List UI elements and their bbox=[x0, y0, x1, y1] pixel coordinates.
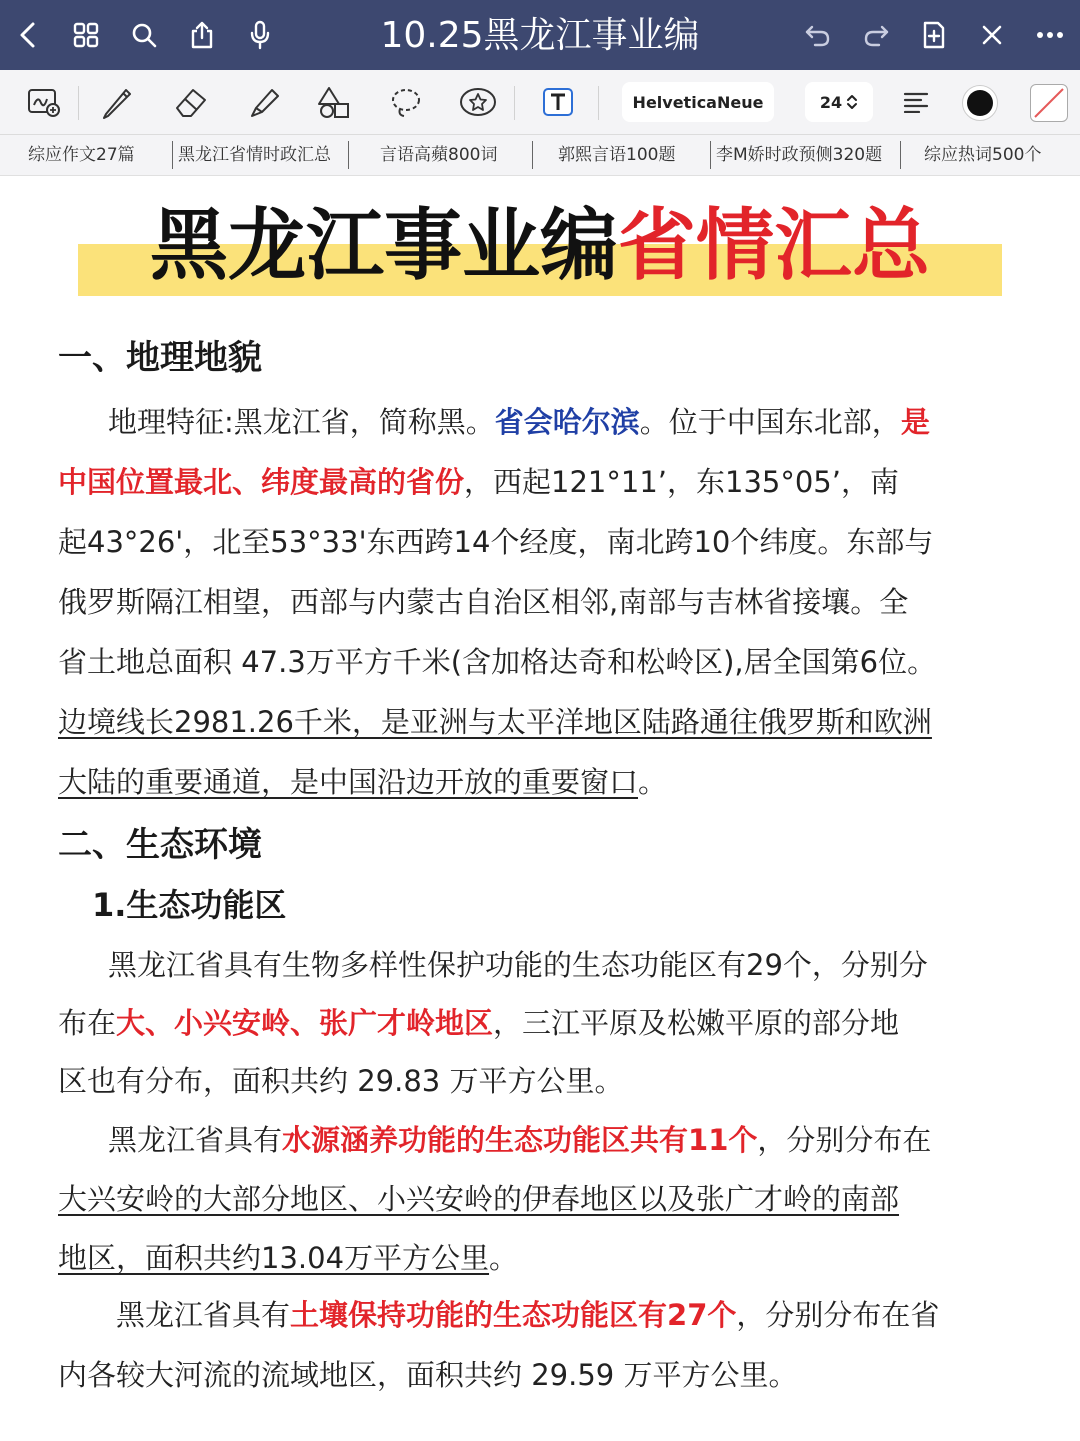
paragraph-line: 黑龙江省具有土壤保持功能的生态功能区有27个，分别分布在省 bbox=[116, 1298, 940, 1332]
text-color-swatch[interactable] bbox=[962, 85, 998, 121]
paragraph-line: 区也有分布，面积共约 29.83 万平方公里。 bbox=[58, 1064, 624, 1098]
add-page-icon[interactable] bbox=[916, 17, 952, 53]
capital-highlight: 省会哈尔滨 bbox=[494, 405, 640, 439]
paragraph-line: 俄罗斯隔江相望，西部与内蒙古自治区相邻,南部与吉林省接壤。全 bbox=[58, 585, 909, 619]
page-title bbox=[0, 198, 1080, 294]
document-title: 10.25黑龙江事业编 bbox=[380, 15, 700, 56]
sticker-icon[interactable] bbox=[458, 82, 498, 122]
font-size-selector[interactable] bbox=[805, 82, 873, 122]
paragraph-line: 省土地总面积 47.3万平方千米(含加格达奇和松岭区),居全国第6位。 bbox=[58, 645, 937, 679]
paragraph-line: 大陆的重要通道，是中国沿边开放的重要窗口。 bbox=[58, 765, 668, 799]
color-dot-icon bbox=[967, 90, 993, 116]
tab-hot-words[interactable]: 综应热词500个 bbox=[924, 145, 1042, 165]
no-fill-icon bbox=[1031, 85, 1067, 121]
section-heading-geography: 一、地理地貌 bbox=[58, 338, 262, 378]
paragraph-line: 内各较大河流的流域地区，面积共约 29.59 万平方公里。 bbox=[58, 1358, 798, 1392]
section-heading-ecology: 二、生态环境 bbox=[58, 825, 262, 865]
align-left-icon[interactable] bbox=[896, 82, 936, 122]
paragraph-line: 黑龙江省具有生物多样性保护功能的生态功能区有29个，分别分 bbox=[108, 948, 928, 982]
paragraph-line: 黑龙江省具有水源涵养功能的生态功能区共有11个，分别分布在 bbox=[108, 1123, 932, 1157]
highlighter-icon[interactable] bbox=[244, 82, 284, 122]
tab-vocabulary[interactable]: 言语高蘋800词 bbox=[380, 145, 498, 165]
font-size-value: 24 bbox=[819, 92, 843, 112]
tab-language-questions[interactable]: 郭熙言语100题 bbox=[558, 145, 676, 165]
title-bar bbox=[0, 0, 1080, 70]
paragraph-line: 边境线长2981.26千米，是亚洲与太平洋地区陆路通往俄罗斯和欧洲 bbox=[58, 705, 932, 739]
background-color-swatch[interactable] bbox=[1030, 84, 1068, 122]
pen-icon[interactable] bbox=[96, 82, 136, 122]
document-tabs bbox=[0, 135, 1080, 176]
font-family-selector[interactable]: HelveticaNeue bbox=[622, 82, 774, 122]
text-tool-icon[interactable] bbox=[538, 82, 578, 122]
paragraph-line: 布在大、小兴安岭、张广才岭地区，三江平原及松嫩平原的部分地 bbox=[58, 1006, 900, 1040]
lasso-select-icon[interactable] bbox=[24, 82, 64, 122]
mountain-region-highlight: 大、小兴安岭、张广才岭地区 bbox=[116, 1006, 494, 1040]
eraser-icon[interactable] bbox=[170, 82, 210, 122]
paragraph-line: 中国位置最北、纬度最高的省份，西起121°11’，东135°05’，南 bbox=[58, 465, 899, 499]
title-red-part: 省情汇总 bbox=[618, 200, 931, 291]
soil-zone-highlight: 土壤保持功能的生态功能区有27个 bbox=[290, 1298, 737, 1332]
tab-province-summary[interactable]: 黑龙江省情时政汇总 bbox=[178, 145, 331, 165]
paragraph-line: 地区，面积共约13.04万平方公里。 bbox=[58, 1241, 519, 1275]
subsection-heading-eco-zones: 1.生态功能区 bbox=[92, 886, 287, 924]
title-black-part: 黑龙江事业编 bbox=[149, 200, 618, 291]
tab-essay[interactable]: 综应作文27篇 bbox=[28, 145, 135, 165]
paragraph-line: 大兴安岭的大部分地区、小兴安岭的伊春地区以及张广才岭的南部 bbox=[58, 1182, 900, 1216]
paragraph-line: 地理特征:黑龙江省，简称黑。省会哈尔滨。位于中国东北部，是 bbox=[108, 405, 930, 439]
stepper-icon bbox=[846, 93, 858, 111]
paragraph-line: 起43°26'，北至53°33'东西跨14个经度，南北跨10个纬度。东部与 bbox=[58, 525, 934, 559]
redo-icon[interactable] bbox=[858, 17, 894, 53]
tab-current-affairs[interactable]: 李M娇时政预侧320题 bbox=[716, 145, 883, 165]
lasso-icon[interactable] bbox=[386, 82, 426, 122]
water-zone-highlight: 水源涵养功能的生态功能区共有11个 bbox=[282, 1123, 758, 1157]
close-icon[interactable] bbox=[974, 17, 1010, 53]
undo-icon[interactable] bbox=[800, 17, 836, 53]
shapes-icon[interactable] bbox=[314, 82, 354, 122]
more-icon[interactable] bbox=[1032, 17, 1068, 53]
northernmost-highlight: 中国位置最北、纬度最高的省份 bbox=[58, 465, 465, 499]
